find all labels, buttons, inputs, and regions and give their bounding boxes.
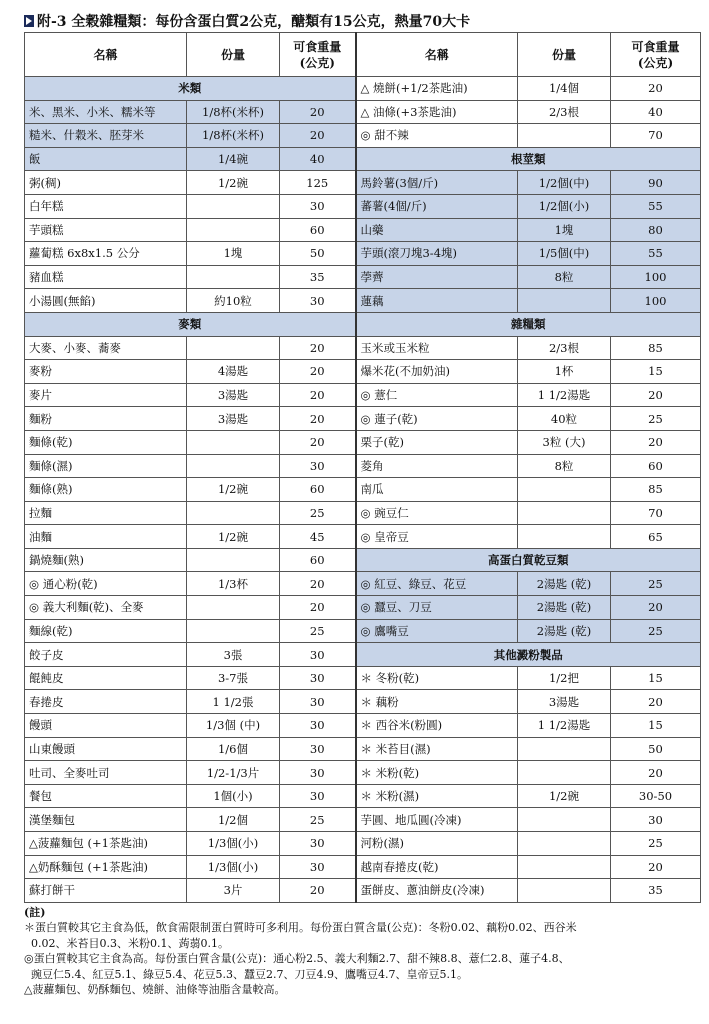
item-name: 餛飩皮 [25,666,187,690]
section-header: 高蛋白質乾豆類 [356,548,701,572]
item-weight: 60 [280,218,356,242]
item-weight: 85 [611,336,701,360]
item-weight: 65 [611,525,701,549]
item-portion [187,218,280,242]
item-weight: 20 [280,336,356,360]
item-portion [518,525,611,549]
item-name: 芋圓、地瓜圓(冷凍) [356,808,518,832]
page-title [24,10,700,32]
item-name: 饅頭 [25,714,187,738]
item-name: 河粉(濕) [356,832,518,856]
section-header: 雜糧類 [356,312,701,336]
item-name: 荸薺 [356,265,518,289]
item-portion: 約10粒 [187,289,280,313]
item-weight: 60 [280,478,356,502]
item-weight: 20 [280,100,356,124]
item-weight: 25 [280,619,356,643]
item-weight: 85 [611,478,701,502]
item-portion [518,879,611,903]
item-name: ◎ 甜不辣 [356,124,518,148]
note-line: ◎蛋白質較其它主食為高。每份蛋白質含量(公克)：通心粉2.5、義大利麵2.7、甜不辣8.8、薏仁2.8、蓮子4.8、 [24,952,570,966]
item-portion [518,855,611,879]
item-weight: 100 [611,289,701,313]
item-portion: 1 1/2張 [187,690,280,714]
header-name-left: 名稱 [25,33,187,77]
item-name: 馬鈴薯(3個/斤) [356,171,518,195]
item-portion: 2湯匙 (乾) [518,596,611,620]
item-portion [518,761,611,785]
item-name: 山東饅頭 [25,737,187,761]
item-portion: 1/8杯(米杯) [187,124,280,148]
table-row [25,808,701,832]
item-weight: 30 [280,737,356,761]
item-name: 豬血糕 [25,265,187,289]
item-weight: 25 [611,619,701,643]
item-name: △ 油條(+3茶匙油) [356,100,518,124]
item-name: △奶酥麵包 (+1茶匙油) [25,855,187,879]
item-name: 餐包 [25,784,187,808]
item-portion [187,265,280,289]
item-name: 蕃薯(4個/斤) [356,194,518,218]
notes-heading: (註) [24,905,46,919]
table-row [25,478,701,502]
item-portion [187,596,280,620]
table-row [25,643,701,667]
item-name: ＊ 藕粉 [356,690,518,714]
header-weight-right: 可食重量 (公克) [611,33,701,77]
item-name: 越南春捲皮(乾) [356,855,518,879]
item-portion [518,501,611,525]
item-weight: 30 [280,454,356,478]
item-name: 芋頭(滾刀塊3-4塊) [356,242,518,266]
item-name: 粥(稠) [25,171,187,195]
item-portion: 3-7張 [187,666,280,690]
item-name: ◎ 紅豆、綠豆、花豆 [356,572,518,596]
table-row [25,737,701,761]
page [24,10,700,998]
table-row [25,77,701,101]
item-weight: 80 [611,218,701,242]
table-row [25,171,701,195]
table-row [25,407,701,431]
item-weight: 55 [611,242,701,266]
item-weight: 60 [280,548,356,572]
item-weight: 35 [280,265,356,289]
item-name: 糙米、什穀米、胚芽米 [25,124,187,148]
item-portion: 1/2把 [518,666,611,690]
item-weight: 35 [611,879,701,903]
item-name: 吐司、全麥吐司 [25,761,187,785]
item-portion: 1/2碗 [187,525,280,549]
table-row [25,242,701,266]
item-weight: 20 [611,383,701,407]
item-name: 山藥 [356,218,518,242]
item-name: 麥粉 [25,360,187,384]
table-row [25,855,701,879]
item-name: ◎ 義大利麵(乾)、全麥 [25,596,187,620]
item-portion: 2/3根 [518,336,611,360]
item-weight: 25 [611,572,701,596]
item-portion: 1/2碗 [187,171,280,195]
item-weight: 20 [611,77,701,101]
item-portion: 1/2碗 [187,478,280,502]
item-name: 蘇打餅干 [25,879,187,903]
item-weight: 30 [280,289,356,313]
item-name: ◎ 通心粉(乾) [25,572,187,596]
table-row [25,454,701,478]
item-portion [187,194,280,218]
item-name: 蘿蔔糕 6x8x1.5 公分 [25,242,187,266]
item-weight: 20 [280,407,356,431]
item-weight: 15 [611,714,701,738]
item-portion [187,501,280,525]
item-portion: 4湯匙 [187,360,280,384]
item-weight: 30 [280,666,356,690]
item-name: ◎ 蠶豆、刀豆 [356,596,518,620]
item-weight: 20 [611,596,701,620]
table-row [25,879,701,903]
item-name: ＊ 西谷米(粉圓) [356,714,518,738]
item-weight: 70 [611,501,701,525]
item-portion: 2湯匙 (乾) [518,619,611,643]
item-portion [518,478,611,502]
item-name: 餃子皮 [25,643,187,667]
item-name: △ 燒餅(+1/2茶匙油) [356,77,518,101]
table-row [25,619,701,643]
item-portion: 3片 [187,879,280,903]
item-name: 芋頭糕 [25,218,187,242]
item-weight: 30 [280,194,356,218]
item-portion: 1杯 [518,360,611,384]
table-row [25,714,701,738]
item-portion: 2湯匙 (乾) [518,572,611,596]
item-weight: 90 [611,171,701,195]
item-portion: 1個(小) [187,784,280,808]
item-weight: 30 [611,808,701,832]
table-row [25,690,701,714]
notes-lines [24,920,700,998]
section-header: 麥類 [25,312,356,336]
item-name: ◎ 豌豆仁 [356,501,518,525]
item-portion [518,832,611,856]
item-portion: 8粒 [518,265,611,289]
item-portion: 3湯匙 [518,690,611,714]
item-portion: 40粒 [518,407,611,431]
item-weight: 25 [611,832,701,856]
notes [24,905,700,998]
table-row [25,666,701,690]
table-row [25,383,701,407]
item-portion: 2/3根 [518,100,611,124]
item-name: ◎ 鷹嘴豆 [356,619,518,643]
table-row [25,218,701,242]
section-header: 米類 [25,77,356,101]
item-name: 漢堡麵包 [25,808,187,832]
item-name: ＊ 冬粉(乾) [356,666,518,690]
item-portion [518,124,611,148]
item-name: 栗子(乾) [356,430,518,454]
item-weight: 25 [611,407,701,431]
item-name: 拉麵 [25,501,187,525]
item-weight: 45 [280,525,356,549]
item-portion [187,454,280,478]
header-portion-left: 份量 [187,33,280,77]
item-portion: 1/3個(小) [187,832,280,856]
note-line: 0.02、米苔目0.3、米粉0.1、蒟蒻0.1。 [24,936,229,950]
item-name: 麵條(濕) [25,454,187,478]
note-line: ＊蛋白質較其它主食為低，飲食需限制蛋白質時可多利用。每份蛋白質含量(公克)：冬粉0.02、藕粉0.02、西谷米 [24,921,577,935]
table-row [25,572,701,596]
note-line: △菠蘿麵包、奶酥麵包、燒餅、油條等油脂含量較高。 [24,983,286,997]
item-weight: 30 [280,832,356,856]
item-weight: 30-50 [611,784,701,808]
item-portion: 1 1/2湯匙 [518,383,611,407]
item-portion: 1/3杯 [187,572,280,596]
table-row [25,360,701,384]
item-portion [187,619,280,643]
item-weight: 20 [280,360,356,384]
table-row [25,832,701,856]
item-portion: 1/2個(小) [518,194,611,218]
table-row [25,548,701,572]
item-weight: 30 [280,855,356,879]
item-name: 菱角 [356,454,518,478]
item-weight: 20 [280,430,356,454]
item-portion: 1/2碗 [518,784,611,808]
item-portion [187,548,280,572]
item-weight: 55 [611,194,701,218]
item-weight: 125 [280,171,356,195]
item-name: 玉米或玉米粒 [356,336,518,360]
table-row [25,761,701,785]
item-weight: 30 [280,784,356,808]
table-row [25,525,701,549]
item-weight: 30 [280,714,356,738]
item-portion: 1/2-1/3片 [187,761,280,785]
table-row [25,289,701,313]
item-name: 蓮藕 [356,289,518,313]
item-weight: 40 [611,100,701,124]
item-portion: 3粒 (大) [518,430,611,454]
item-portion: 3湯匙 [187,383,280,407]
item-name: ◎ 蓮子(乾) [356,407,518,431]
item-portion: 1/8杯(米杯) [187,100,280,124]
item-weight: 20 [280,879,356,903]
item-name: 油麵 [25,525,187,549]
item-portion: 1/3個(小) [187,855,280,879]
item-portion: 1/6個 [187,737,280,761]
grain-table [24,32,701,903]
item-weight: 15 [611,360,701,384]
item-name: 爆米花(不加奶油) [356,360,518,384]
section-header: 根莖類 [356,147,701,171]
item-portion: 1/3個 (中) [187,714,280,738]
table-body [25,77,701,903]
item-weight: 25 [280,501,356,525]
item-name: ◎ 薏仁 [356,383,518,407]
item-weight: 20 [280,124,356,148]
item-name: 麵粉 [25,407,187,431]
item-name: 南瓜 [356,478,518,502]
item-weight: 30 [280,690,356,714]
item-weight: 20 [280,383,356,407]
item-name: 鍋燒麵(熟) [25,548,187,572]
item-name: 麵條(熟) [25,478,187,502]
header-weight-left: 可食重量 (公克) [280,33,356,77]
item-weight: 15 [611,666,701,690]
item-portion: 1/2個(中) [518,171,611,195]
table-row [25,336,701,360]
item-name: 大麥、小麥、蕎麥 [25,336,187,360]
item-weight: 20 [280,596,356,620]
item-weight: 60 [611,454,701,478]
table-row [25,194,701,218]
item-portion: 1塊 [187,242,280,266]
item-name: ◎ 皇帝豆 [356,525,518,549]
item-portion: 1塊 [518,218,611,242]
item-portion [187,336,280,360]
item-weight: 70 [611,124,701,148]
item-weight: 20 [611,855,701,879]
item-portion: 1/4碗 [187,147,280,171]
item-portion [518,737,611,761]
item-portion [518,808,611,832]
table-row [25,596,701,620]
item-portion: 1/2個 [187,808,280,832]
header-row [25,33,701,77]
item-name: 麵條(乾) [25,430,187,454]
header-portion-right: 份量 [518,33,611,77]
item-weight: 100 [611,265,701,289]
item-weight: 20 [611,430,701,454]
item-name: 飯 [25,147,187,171]
table-row [25,265,701,289]
item-weight: 50 [280,242,356,266]
table-row [25,147,701,171]
item-name: 小湯圓(無餡) [25,289,187,313]
header-name-right: 名稱 [356,33,518,77]
item-weight: 20 [611,690,701,714]
table-row [25,312,701,336]
table-row [25,784,701,808]
item-portion: 8粒 [518,454,611,478]
item-portion: 1/4個 [518,77,611,101]
item-name: 蛋餅皮、蔥油餅皮(冷凍) [356,879,518,903]
item-weight: 30 [280,643,356,667]
item-name: 麵線(乾) [25,619,187,643]
title-text: 附-3 全穀雜糧類：每份含蛋白質2公克，醣類有15公克，熱量70大卡 [37,14,471,30]
table-row [25,100,701,124]
section-header: 其他澱粉製品 [356,643,701,667]
table-row [25,501,701,525]
item-weight: 50 [611,737,701,761]
item-portion [518,289,611,313]
note-line: 豌豆仁5.4、紅豆5.1、綠豆5.4、花豆5.3、蠶豆2.7、刀豆4.9、鷹嘴豆4.7、皇帝豆5.1。 [24,967,468,981]
item-portion: 1 1/2湯匙 [518,714,611,738]
item-name: △菠蘿麵包 (+1茶匙油) [25,832,187,856]
item-weight: 30 [280,761,356,785]
item-name: ＊ 米粉(乾) [356,761,518,785]
item-weight: 20 [611,761,701,785]
item-name: ＊ 米粉(濕) [356,784,518,808]
item-portion: 3湯匙 [187,407,280,431]
item-portion [187,430,280,454]
table-row [25,124,701,148]
item-portion: 1/5個(中) [518,242,611,266]
item-weight: 40 [280,147,356,171]
table-row [25,430,701,454]
item-weight: 20 [280,572,356,596]
item-weight: 25 [280,808,356,832]
item-name: 白年糕 [25,194,187,218]
item-name: 米、黑米、小米、糯米等 [25,100,187,124]
item-name: 麥片 [25,383,187,407]
item-name: ＊ 米苔目(濕) [356,737,518,761]
play-marker-icon [24,15,34,27]
item-name: 春捲皮 [25,690,187,714]
item-portion: 3張 [187,643,280,667]
